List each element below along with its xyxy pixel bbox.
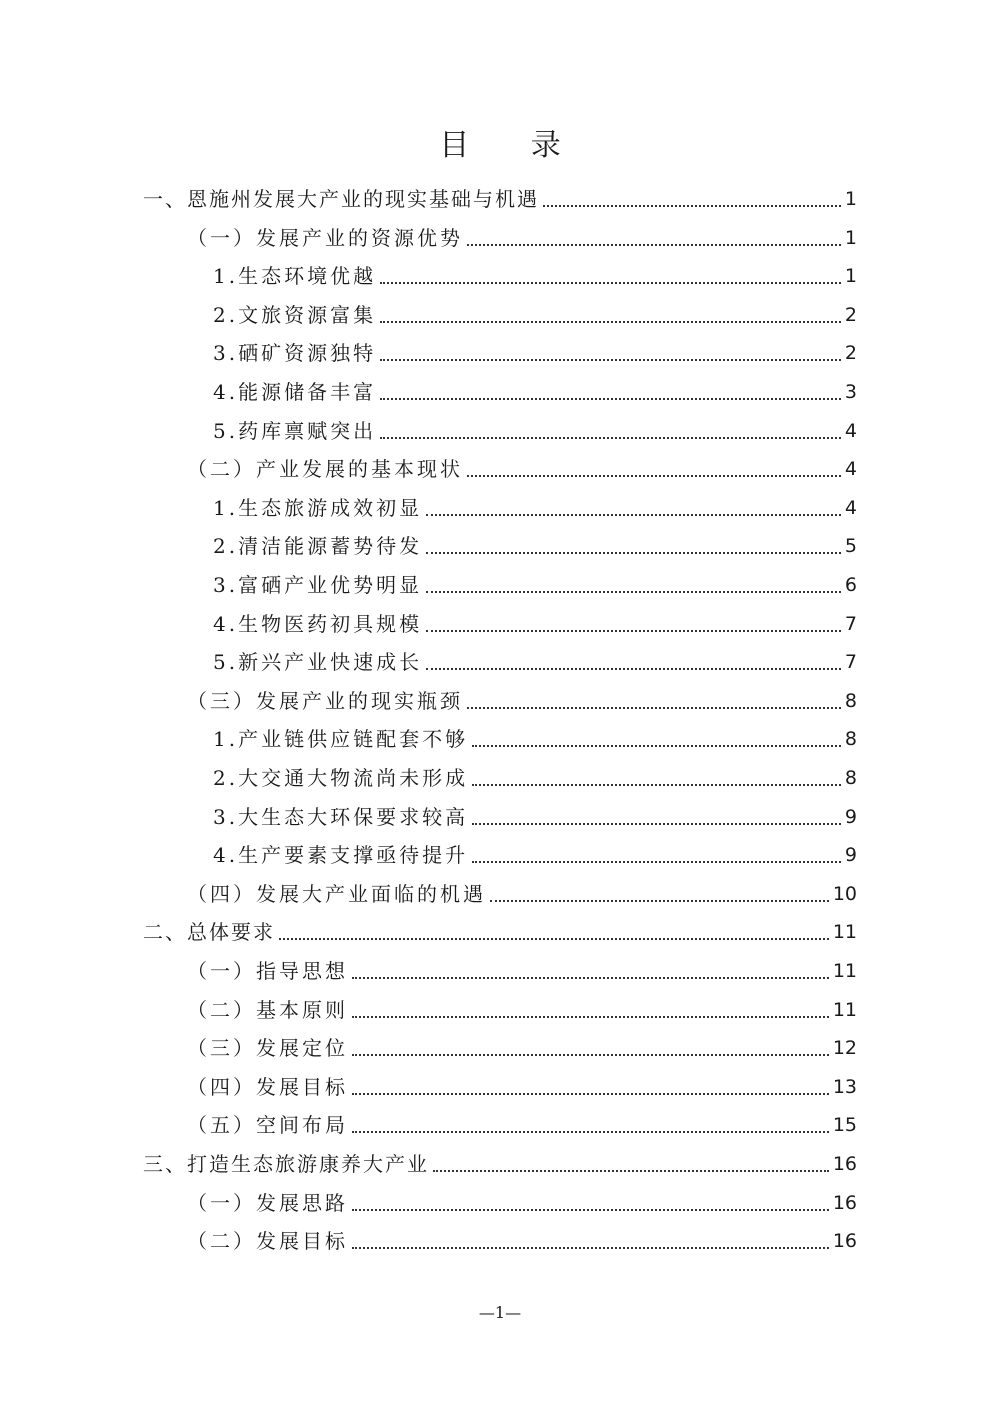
dot-leader (467, 475, 841, 477)
toc-entry-page-number: 11 (832, 998, 857, 1021)
dot-leader (426, 552, 841, 554)
toc-entry-label: （一）指导思想 (187, 959, 348, 983)
toc-entry[interactable] (187, 215, 857, 253)
toc-entry[interactable] (187, 678, 857, 716)
dot-leader (352, 1054, 829, 1056)
toc-entry-page-number: 9 (844, 844, 857, 867)
toc-entry-label: （一）发展思路 (187, 1190, 348, 1215)
toc-entry-page-number: 15 (832, 1114, 857, 1137)
toc-entry[interactable] (187, 871, 857, 909)
toc-entry[interactable] (213, 408, 857, 446)
dot-leader (380, 398, 841, 400)
dot-leader (380, 359, 841, 361)
toc-entry-label: 2.清洁能源蓄势待发 (213, 534, 423, 559)
toc-entry[interactable] (187, 1102, 857, 1140)
dot-leader (467, 244, 841, 246)
toc-entry-label: 3.富硒产业优势明显 (213, 573, 423, 597)
toc-entry-page-number: 1 (844, 188, 857, 210)
toc-entry[interactable] (187, 948, 857, 986)
dot-leader (380, 282, 841, 284)
toc-entry-label: 三、打造生态旅游康养大产业 (143, 1152, 429, 1176)
toc-entry-label: 二、总体要求 (143, 920, 275, 945)
toc-entry-page-number: 2 (844, 303, 857, 326)
dot-leader (490, 900, 829, 902)
toc-entry-page-number: 16 (832, 1230, 857, 1253)
dot-leader (467, 707, 841, 709)
toc-entry-page-number: 11 (832, 960, 857, 982)
toc-entry[interactable] (213, 794, 857, 832)
toc-entry[interactable] (187, 1025, 857, 1063)
toc-entry[interactable] (143, 176, 857, 214)
toc-entry[interactable] (187, 1218, 857, 1256)
toc-entry[interactable] (213, 601, 857, 639)
toc-entry-page-number: 16 (832, 1153, 857, 1175)
dot-leader (472, 823, 841, 825)
toc-entry-page-number: 8 (844, 728, 857, 751)
toc-entry[interactable] (213, 562, 857, 600)
toc-entry-page-number: 4 (844, 496, 857, 519)
toc-entry-page-number: 13 (832, 1075, 857, 1098)
toc-entry-label: 1.生态旅游成效初显 (213, 495, 423, 520)
toc-entry-page-number: 8 (844, 767, 857, 789)
dot-leader (352, 1131, 829, 1133)
toc-entry-label: （二）发展目标 (187, 1229, 348, 1254)
toc-entry-label: （二）产业发展的基本现状 (187, 457, 463, 482)
dot-leader (352, 977, 829, 979)
dot-leader (472, 745, 841, 747)
toc-entry-label: （三）发展定位 (187, 1036, 348, 1061)
toc-entry-page-number: 5 (844, 535, 857, 558)
toc-entry[interactable] (143, 1141, 857, 1179)
dot-leader (380, 321, 841, 323)
toc-entry-page-number: 11 (832, 921, 857, 944)
toc-entry-page-number: 16 (832, 1191, 857, 1214)
toc-entry[interactable] (187, 1064, 857, 1102)
toc-entry-page-number: 1 (844, 226, 857, 249)
toc-title: 目 录 (439, 128, 587, 163)
dot-leader (352, 1209, 829, 1211)
toc-entry-label: （二）基本原则 (187, 997, 348, 1022)
toc-entry-page-number: 4 (844, 419, 857, 442)
dot-leader (352, 1247, 829, 1249)
toc-entry-page-number: 9 (844, 805, 857, 828)
dot-leader (352, 1093, 829, 1095)
toc-entry-page-number: 3 (844, 381, 857, 403)
toc-entry-label: 2.文旅资源富集 (213, 302, 377, 327)
toc-entry-page-number: 7 (844, 612, 857, 635)
toc-entry-label: 5.新兴产业快速成长 (213, 650, 423, 675)
dot-leader (352, 1016, 829, 1018)
toc-entry[interactable] (213, 523, 857, 561)
dot-leader (543, 205, 841, 207)
toc-entry-label: 3.大生态大环保要求较高 (213, 804, 469, 829)
toc-entry[interactable] (213, 330, 857, 368)
toc-entry[interactable] (187, 1180, 857, 1218)
toc-entry-page-number: 8 (844, 689, 857, 712)
toc-entry-page-number: 4 (844, 458, 857, 481)
dot-leader (426, 630, 841, 632)
toc-entry-page-number: 1 (844, 265, 857, 288)
toc-entry-label: （一）发展产业的资源优势 (187, 225, 463, 250)
toc-entry[interactable] (213, 755, 857, 793)
toc-entry-label: （五）空间布局 (187, 1113, 348, 1138)
dot-leader (472, 784, 841, 786)
toc-entry-label: 1.产业链供应链配套不够 (213, 727, 469, 752)
toc-entry[interactable] (213, 716, 857, 754)
page-number-footer: —1— (478, 1303, 522, 1322)
toc-entry-label: （四）发展大产业面临的机遇 (187, 881, 486, 906)
toc-entry-page-number: 2 (844, 342, 857, 365)
dot-leader (426, 668, 841, 670)
toc-entry[interactable] (187, 446, 857, 484)
toc-entry[interactable] (213, 253, 857, 291)
toc-entry-page-number: 6 (844, 574, 857, 596)
toc-entry[interactable] (187, 987, 857, 1025)
toc-entry[interactable] (213, 639, 857, 677)
toc-entry[interactable] (213, 832, 857, 870)
toc-entry-label: 1.生态环境优越 (213, 264, 377, 289)
dot-leader (433, 1170, 829, 1172)
toc-entry[interactable] (213, 369, 857, 407)
dot-leader (380, 437, 841, 439)
toc-entry-label: 4.能源储备丰富 (213, 380, 377, 404)
toc-entry-page-number: 10 (832, 882, 857, 905)
dot-leader (426, 514, 841, 516)
toc-entry[interactable] (213, 292, 857, 330)
dot-leader (426, 591, 841, 593)
toc-entry-label: 一、恩施州发展大产业的现实基础与机遇 (143, 187, 539, 211)
dot-leader (472, 861, 841, 863)
toc-entry-label: 4.生物医药初具规模 (213, 611, 423, 636)
toc-entry-page-number: 12 (832, 1037, 857, 1060)
toc-entry-label: （四）发展目标 (187, 1074, 348, 1099)
toc-entry[interactable] (213, 485, 857, 523)
toc-entry-label: 3.硒矿资源独特 (213, 341, 377, 366)
toc-entry-label: 2.大交通大物流尚未形成 (213, 766, 469, 790)
toc-entry-label: 5.药库禀赋突出 (213, 418, 377, 443)
toc-entry-label: （三）发展产业的现实瓶颈 (187, 688, 463, 713)
toc-entry-page-number: 7 (844, 651, 857, 674)
toc-entry-label: 4.生产要素支撑亟待提升 (213, 843, 469, 868)
dot-leader (279, 938, 829, 940)
toc-entry[interactable] (143, 909, 857, 947)
